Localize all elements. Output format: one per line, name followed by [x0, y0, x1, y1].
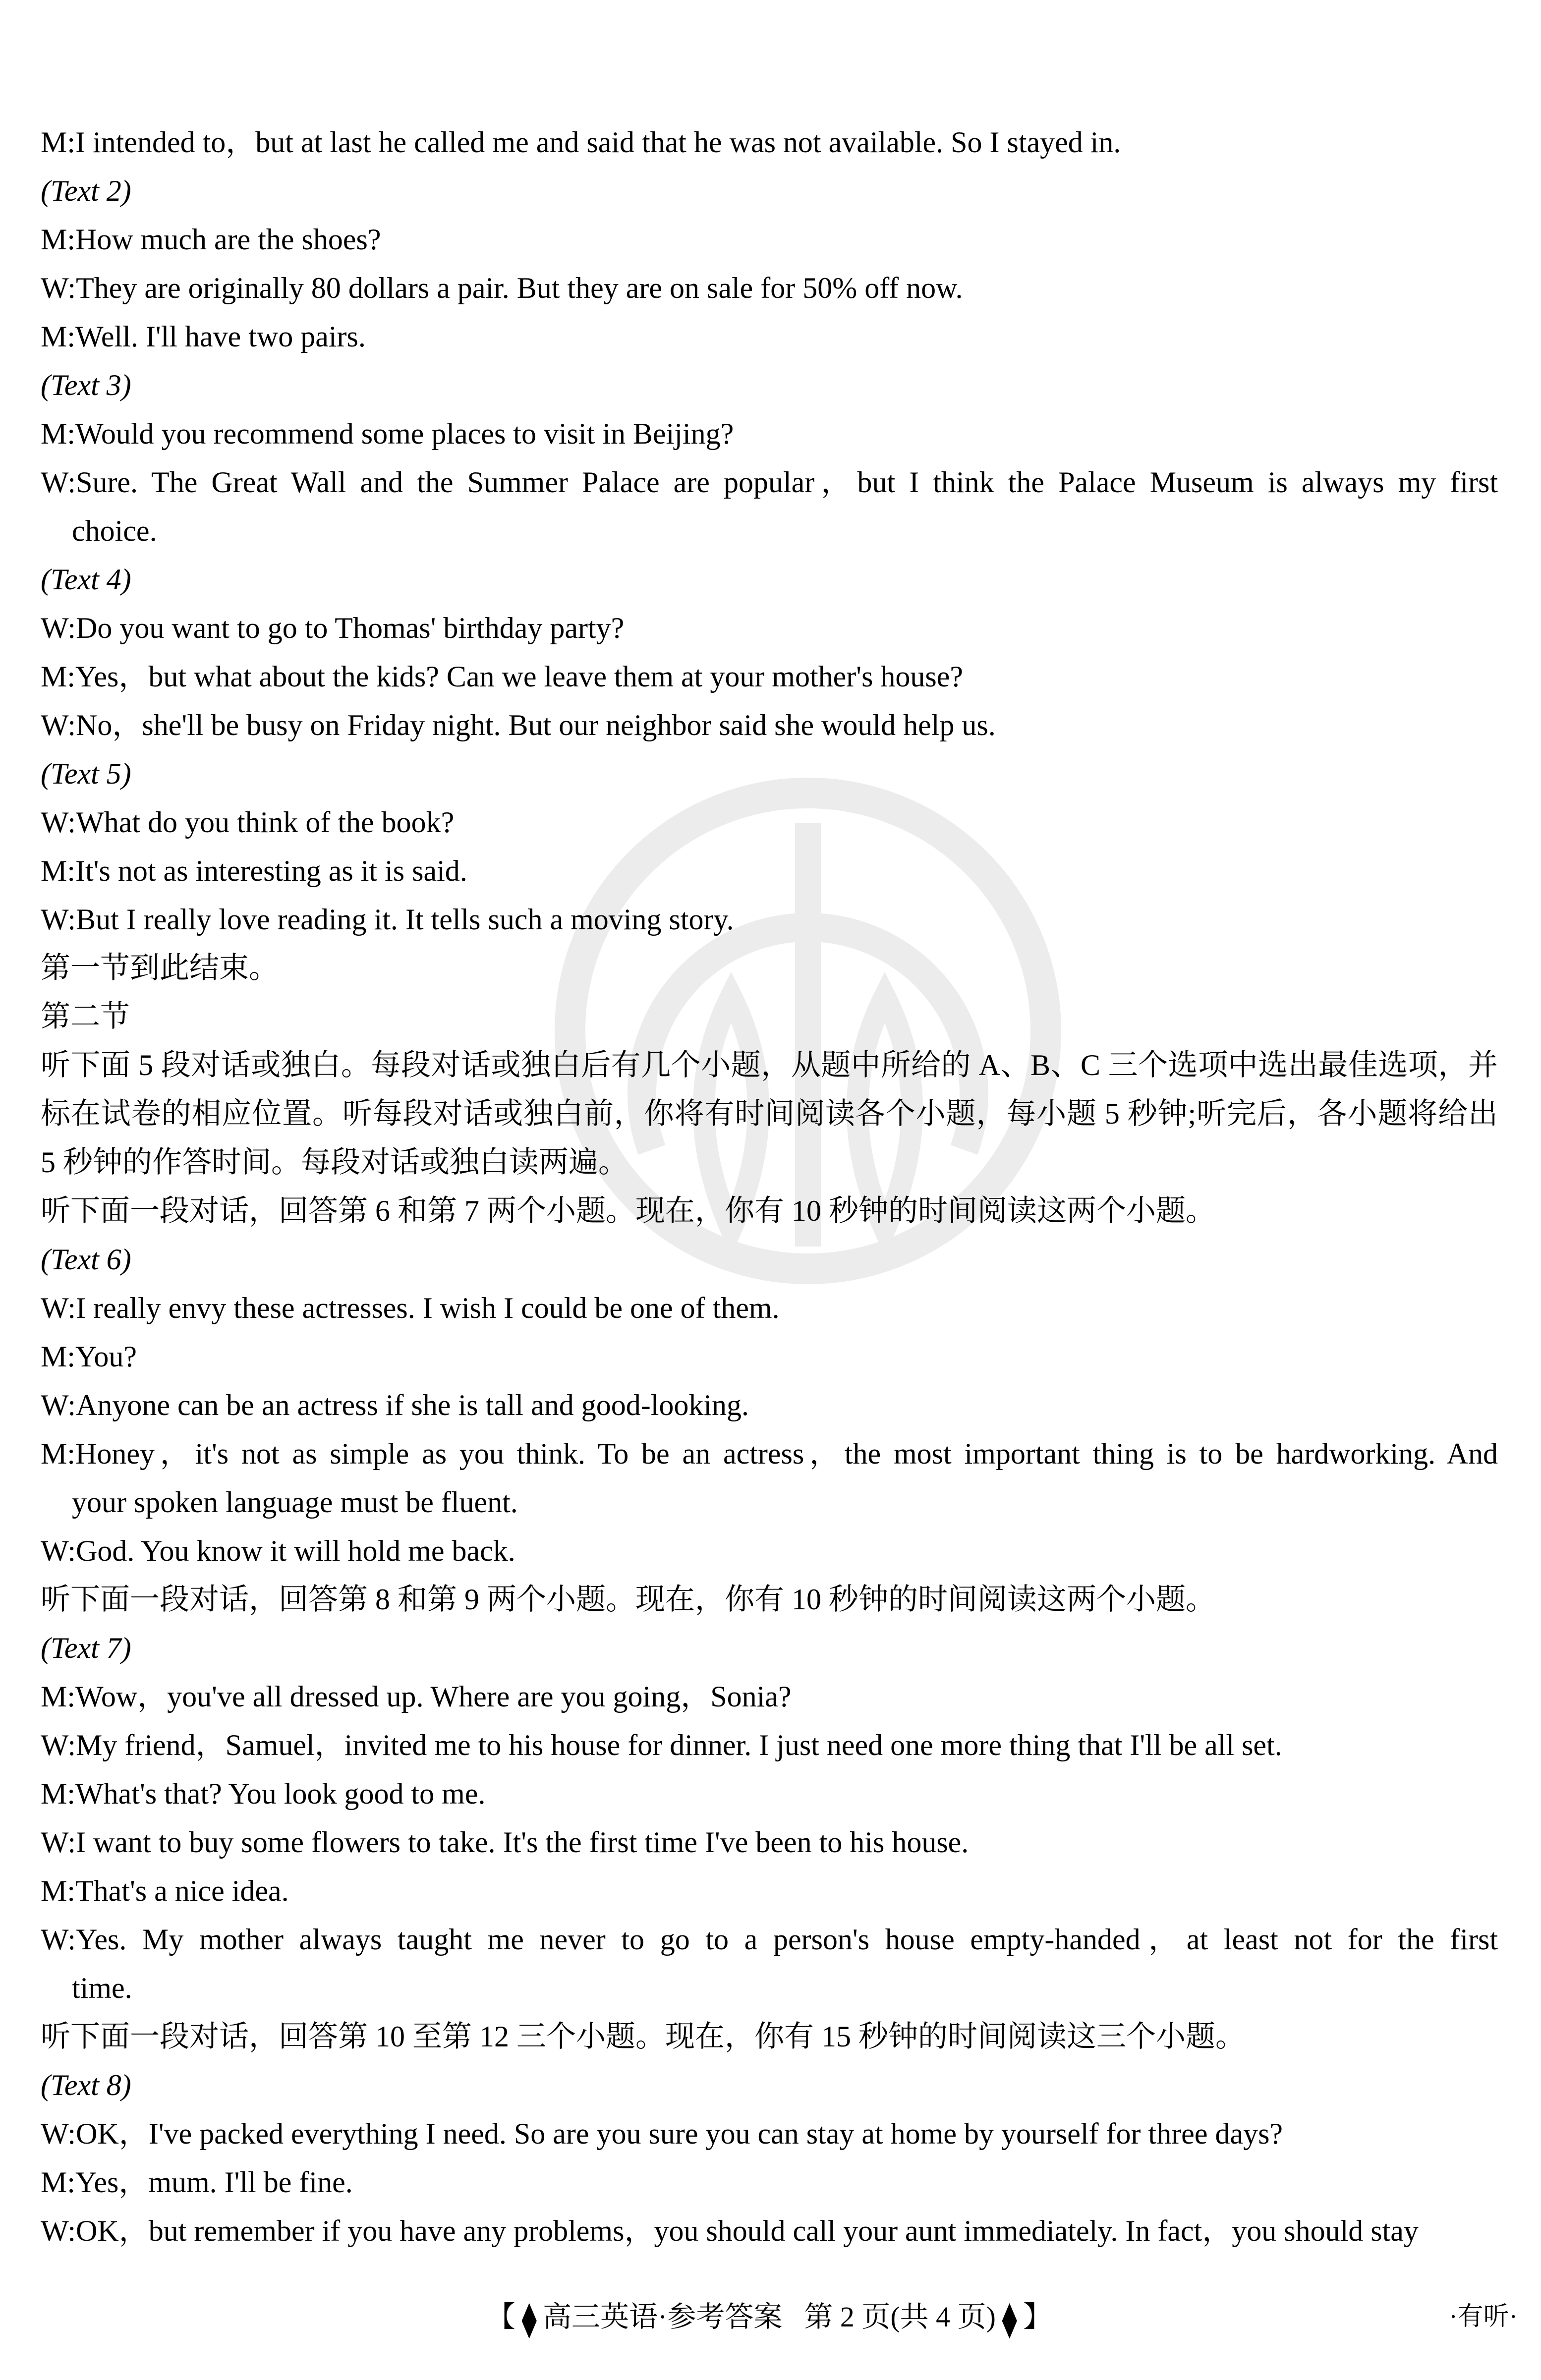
instruction-line: 5 秒钟的作答时间。每段对话或独白读两遍。 — [41, 1146, 628, 1179]
footer-bracket-open: 【 — [486, 2301, 515, 2333]
dialogue-line: W:Do you want to go to Thomas' birthday party? — [41, 612, 625, 644]
instruction-line: 听下面一段对话，回答第 6 和第 7 两个小题。现在，你有 10 秒钟的时间阅读这两个小题。 — [41, 1194, 1215, 1227]
dialogue-line: your spoken language must be fluent. — [72, 1486, 518, 1519]
dialogue-line: M:Well. I'll have two pairs. — [41, 320, 366, 353]
dialogue-line: M:How much are the shoes? — [41, 223, 381, 256]
listening-script — [41, 118, 1498, 2255]
dialogue-line: M:Yes，but what about the kids? Can we leave them at your mother's house? — [41, 660, 964, 693]
dialogue-line: W:God. You know it will hold me back. — [41, 1534, 515, 1567]
instruction-line: 听下面一段对话，回答第 10 至第 12 三个小题。现在，你有 15 秒钟的时间阅读这三个小题。 — [41, 2020, 1245, 2053]
instruction-line: 听下面一段对话，回答第 8 和第 9 两个小题。现在，你有 10 秒钟的时间阅读这两个小题。 — [41, 1583, 1215, 1616]
dialogue-line: M:You? — [41, 1340, 137, 1373]
dialogue-line: M:It's not as interesting as it is said. — [41, 854, 467, 887]
dialogue-line: time. — [72, 1972, 132, 2004]
dialogue-line: W:My friend，Samuel，invited me to his house for dinner. I just need one more thing that I'll be all set. — [41, 1729, 1282, 1761]
page-footer — [41, 2290, 1498, 2344]
dialogue-line: W:OK，I've packed everything I need. So are you sure you can stay at home by yourself for three days? — [41, 2117, 1283, 2150]
dialogue-line: W:OK，but remember if you have any problems，you should call your aunt immediately. In fact，you should stay — [41, 2214, 1419, 2247]
dialogue-line: M:Honey，it's not as simple as you think. To be an actress，the most important thing is to be hardworking. And — [41, 1437, 1498, 1470]
text-label: (Text 2) — [41, 174, 131, 207]
dialogue-line: W:What do you think of the book? — [41, 806, 455, 839]
text-label: (Text 5) — [41, 757, 131, 790]
instruction-line: 听下面 5 段对话或独白。每段对话或独白后有几个小题，从题中所给的 A、B、C 三个选项中选出最佳选项，并 — [41, 1049, 1498, 1081]
dialogue-line: choice. — [72, 514, 157, 547]
text-label: (Text 8) — [41, 2069, 131, 2101]
text-label: (Text 4) — [41, 563, 131, 596]
footer-bracket-close: 】 — [1023, 2301, 1052, 2333]
page-number: 第 2 页(共 4 页) — [804, 2301, 996, 2333]
text-label: (Text 3) — [41, 369, 131, 401]
dialogue-line: W:I really envy these actresses. I wish I could be one of them. — [41, 1292, 780, 1324]
dialogue-line: M:I intended to，but at last he called me and said that he was not available. So I stayed in. — [41, 126, 1121, 159]
text-label: (Text 6) — [41, 1243, 131, 1276]
dialogue-line: W:Anyone can be an actress if she is tall and good-looking. — [41, 1389, 749, 1421]
text-label: (Text 7) — [41, 1632, 131, 1664]
dialogue-line: M:That's a nice idea. — [41, 1874, 289, 1907]
dialogue-line: W:I want to buy some flowers to take. It's the first time I've been to his house. — [41, 1826, 969, 1859]
instruction-line: 标在试卷的相应位置。听每段对话或独白前，你将有时间阅读各个小题，每小题 5 秒钟;听完后，各小题将给出 — [41, 1097, 1498, 1130]
dialogue-line: W:They are originally 80 dollars a pair. But they are on sale for 50% off now. — [41, 272, 963, 304]
dialogue-line: W:But I really love reading it. It tells such a moving story. — [41, 903, 734, 936]
dialogue-line: W:Yes. My mother always taught me never to go to a person's house empty-handed，at least not for the first — [41, 1923, 1498, 1956]
footer-title: 高三英语·参考答案 — [543, 2301, 783, 2333]
dialogue-line: W:No，she'll be busy on Friday night. But our neighbor said she would help us. — [41, 709, 996, 741]
dialogue-line: W:Sure. The Great Wall and the Summer Palace are popular，but I think the Palace Museum is always my first — [41, 466, 1498, 499]
dialogue-line: M:Wow，you've all dressed up. Where are you going，Sonia? — [41, 1680, 792, 1713]
diamond-icon: ◆ — [1002, 2292, 1017, 2343]
dialogue-line: M:Would you recommend some places to visit in Beijing? — [41, 417, 734, 450]
section-end-note: 第一节到此结束。 — [41, 952, 279, 984]
section-heading: 第二节 — [41, 1000, 130, 1033]
footer-right-mark: ·有听· — [1449, 2303, 1518, 2331]
diamond-icon: ◆ — [521, 2292, 537, 2343]
dialogue-line: M:What's that? You look good to me. — [41, 1777, 486, 1810]
dialogue-line: M:Yes，mum. I'll be fine. — [41, 2166, 353, 2199]
